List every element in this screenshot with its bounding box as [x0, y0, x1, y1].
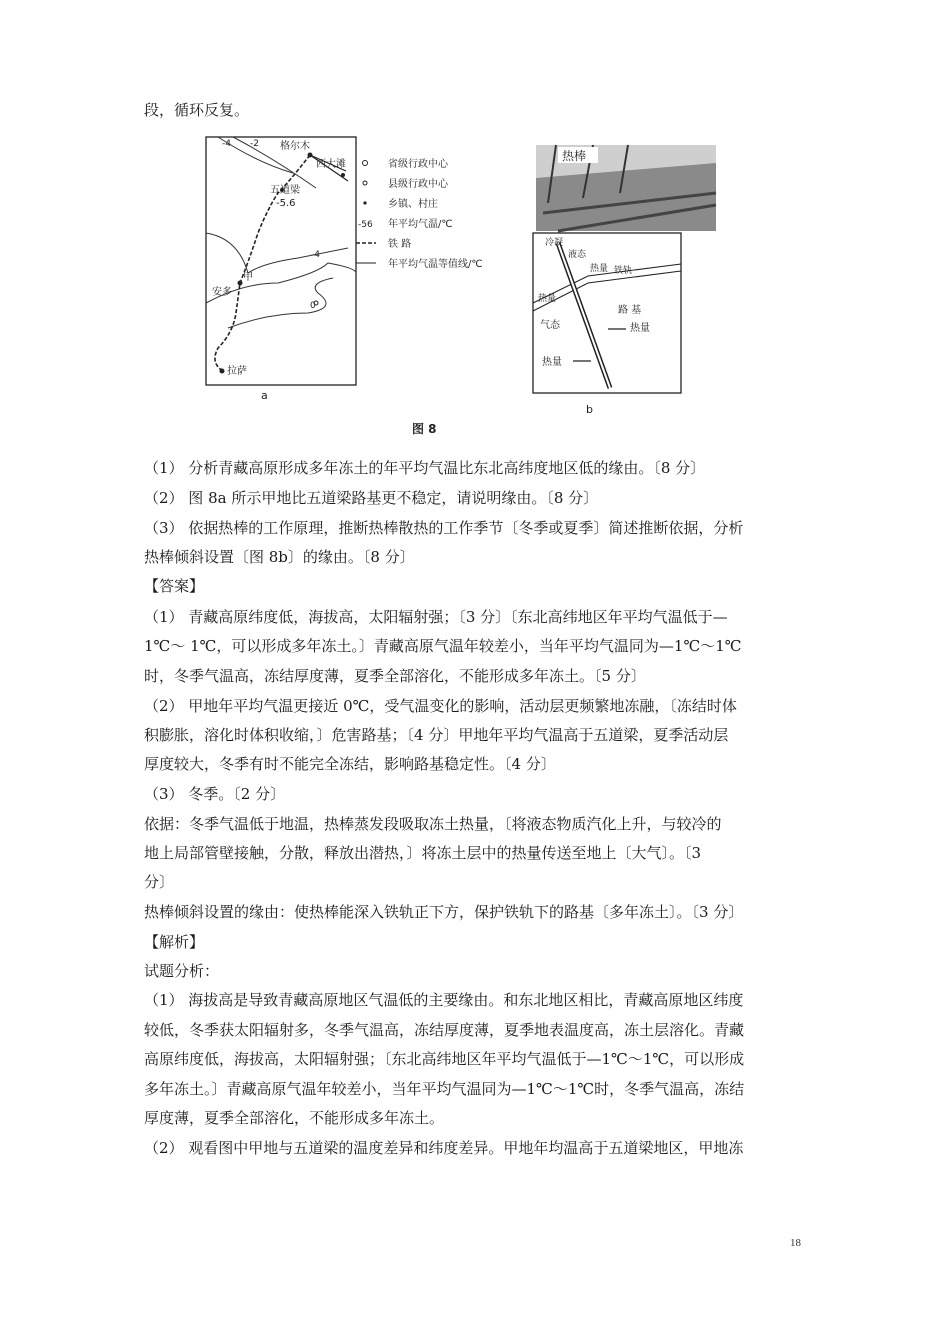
text-line: 段，循环反复。 [144, 101, 250, 119]
diagram-label: 热量 [630, 323, 650, 334]
text-line: （3） 冬季。〔2 分〕 [144, 785, 286, 803]
map-label-iso: -4 [311, 250, 320, 260]
diagram-frame [533, 233, 681, 393]
text-line: （2） 观看图中甲地与五道梁的温度差异和纬度差异。甲地年均温高于五道梁地区，甲地冻 [144, 1139, 744, 1157]
text-line: 试题分析： [144, 962, 220, 980]
text-line: 【解析】 [144, 933, 205, 951]
text-line: 高原纬度低，海拔高，太阳辐射强；〔东北高纬地区年平均气温低于—1℃～1℃，可以形成 [144, 1050, 745, 1068]
page-number: 18 [790, 1237, 801, 1249]
map-label-iso: -2 [250, 139, 259, 149]
text-line: （1） 分析青藏高原形成多年冻土的年平均气温比东北高纬度地区低的缘由。〔8 分〕 [144, 459, 706, 477]
map-label-jia: 甲 [243, 272, 253, 283]
map-label-anduo: 安多 [212, 287, 232, 298]
text-line: 热棒倾斜设置的缘由：使热棒能深入铁轨正下方，保护铁轨下的路基〔多年冻土〕。〔3 分〕 [144, 903, 744, 921]
text-line: 积膨胀，溶化时体积收缩，〕危害路基；〔4 分〕甲地年平均气温高于五道梁，夏季活动层 [144, 726, 729, 744]
legend-symbol: -56 [358, 220, 373, 230]
legend-label: 省级行政中心 [388, 159, 448, 170]
sub-label-b: b [586, 403, 593, 416]
photo-label: 热棒 [562, 149, 587, 163]
text-line: 地上局部管壁接触，分散，释放出潜热，〕将冻土层中的热量传送至地上〔大气〕。〔3 [144, 844, 702, 862]
figure-caption: 图 8 [412, 422, 437, 436]
text-line: 分〕 [144, 873, 175, 891]
text-line: 依据：冬季气温低于地温，热棒蒸发段吸取冻土热量，〔将液态物质汽化上升，与较冷的 [144, 815, 722, 833]
map-label-xidatan: 西大滩 [316, 159, 346, 170]
diagram-label: 路 基 [618, 305, 642, 316]
text-line: 时，冬季气温高，冻结厚度薄，夏季全部溶化，不能形成多年冻土。〔5 分〕 [144, 667, 646, 685]
text-line: （1） 海拔高是导致青藏高原地区气温低的主要缘由。和东北地区相比，青藏高原地区纬度 [144, 991, 744, 1009]
text-line: 厚度较大，冬季有时不能完全冻结，影响路基稳定性。〔4 分〕 [144, 755, 556, 773]
legend-label: 年平均气温/℃ [388, 219, 453, 230]
diagram-label: 热量 [538, 294, 557, 304]
figure-8 [198, 133, 718, 443]
map-label-wudaoliang: 五道梁 [270, 185, 300, 196]
legend-label: 年平均气温等值线/℃ [388, 259, 483, 270]
text-line: 热棒倾斜设置〔图 8b〕的缘由。〔8 分〕 [144, 548, 415, 566]
text-line: 厚度薄，夏季全部溶化，不能形成多年冻土。 [144, 1109, 445, 1127]
text-line: 多年冻土。〕青藏高原气温年较差小，当年平均气温同为—1℃～1℃时，冬季气温高，冻结 [144, 1080, 745, 1098]
text-line: （2） 图 8a 所示甲地比五道梁路基更不稳定，请说明缘由。〔8 分〕 [144, 489, 599, 507]
legend-label: 铁 路 [388, 239, 412, 250]
text-line: （1） 青藏高原纬度低，海拔高，太阳辐射强；〔3 分〕〔东北高纬地区年平均气温低于— [144, 608, 728, 626]
diagram-label: 气态 [540, 320, 560, 331]
map-label-geermu: 格尔木 [280, 141, 310, 152]
map-label-iso: -4 [222, 139, 231, 149]
map-label-lasa: 拉萨 [227, 366, 247, 377]
map-label-iso: 0 [310, 301, 316, 311]
text-line: （3） 依据热棒的工作原理，推断热棒散热的工作季节〔冬季或夏季〕简述推断依据，分析 [144, 519, 744, 537]
legend-label: 乡镇、村庄 [388, 199, 438, 210]
diagram-label: 热量 [590, 264, 609, 274]
text-line: 1℃～ 1℃，可以形成多年冻土。〕青藏高原气温年较差小，当年平均气温同为—1℃～1℃ [144, 637, 742, 655]
text-line: （2） 甲地年平均气温更接近 0℃，受气温变化的影响，活动层更频繁地冻融，〔冻结时体 [144, 697, 737, 715]
text-line: 较低，冬季获太阳辐射多，冬季气温高，冻结厚度薄，夏季地表温度高，冻土层溶化。青藏 [144, 1021, 745, 1039]
map-label-wudaoliang-temp: -5.6 [276, 198, 296, 209]
text-line: 【答案】 [144, 577, 205, 595]
diagram-label: 冷凝 [545, 238, 564, 248]
sub-label-a: a [261, 389, 268, 402]
diagram-label: 铁轨 [614, 266, 633, 276]
diagram-label: 液态 [568, 250, 587, 260]
legend-label: 县级行政中心 [388, 179, 448, 190]
diagram-label: 热量 [542, 357, 562, 368]
